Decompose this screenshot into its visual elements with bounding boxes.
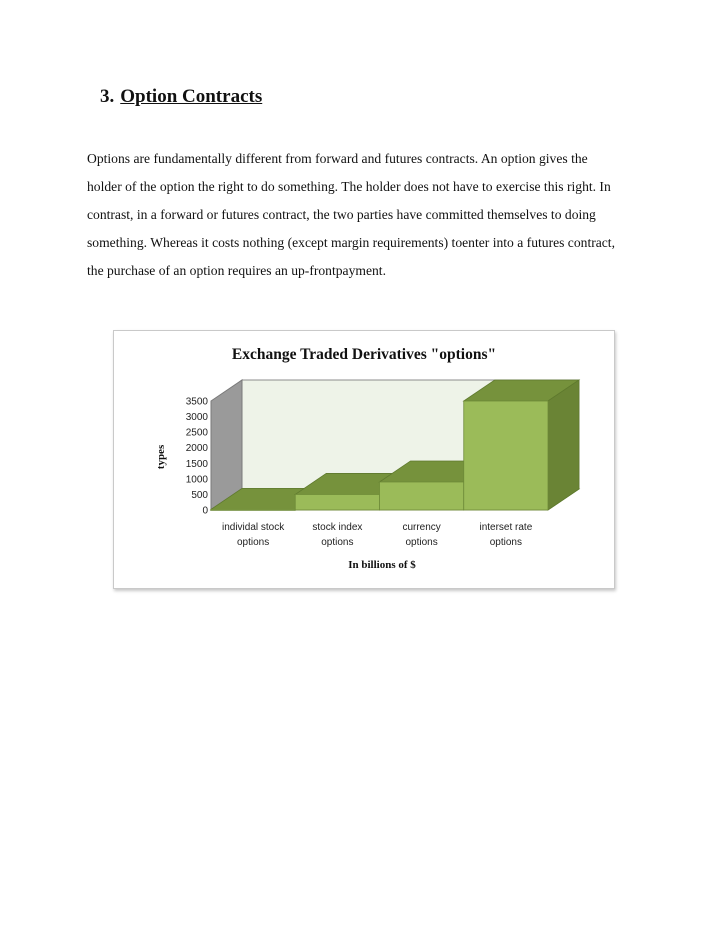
body-paragraph bbox=[87, 148, 647, 288]
y-axis-ticks bbox=[186, 397, 209, 517]
y-axis-label: types bbox=[155, 444, 167, 470]
chart-title: Exchange Traded Derivatives "options" bbox=[231, 346, 497, 363]
y-tick-label: 3500 bbox=[185, 396, 208, 408]
x-category-line: stock index bbox=[312, 522, 363, 533]
side-wall bbox=[211, 380, 242, 510]
x-category-line: options bbox=[489, 537, 522, 548]
x-category-label bbox=[479, 522, 532, 548]
paragraph-line: Options are fundamentally different from forward and futures contracts. An option gives the bbox=[87, 151, 588, 166]
bar-front-face bbox=[380, 482, 464, 510]
y-tick-label: 500 bbox=[191, 489, 208, 501]
y-tick-label: 2500 bbox=[185, 427, 208, 439]
x-category-line: interset rate bbox=[479, 522, 533, 533]
x-category-label bbox=[222, 522, 285, 548]
x-axis-categories bbox=[222, 522, 533, 548]
bar-side-face bbox=[548, 380, 579, 510]
paragraph-line: the purchase of an option requires an up-frontpayment. bbox=[87, 263, 386, 278]
section-title: Option Contracts bbox=[120, 86, 263, 107]
x-axis-label: In billions of $ bbox=[348, 559, 416, 571]
bar-front-face bbox=[295, 494, 379, 510]
paragraph-line: contrast, in a forward or futures contract, the two parties have committed themselves to doing bbox=[87, 207, 596, 222]
section-number: 3. bbox=[100, 86, 115, 107]
bar bbox=[464, 380, 579, 510]
bar-chart bbox=[114, 331, 614, 588]
x-category-line: options bbox=[237, 537, 270, 548]
y-tick-label: 1500 bbox=[185, 458, 208, 470]
bar-front-face bbox=[464, 401, 548, 510]
paragraph-line: something. Whereas it costs nothing (except margin requirements) toenter into a futures contract, bbox=[87, 235, 615, 250]
x-category-line: currency bbox=[402, 522, 441, 533]
chart-frame bbox=[113, 330, 615, 589]
paragraph-line: holder of the option the right to do something. The holder does not have to exercise this right. In bbox=[87, 179, 611, 194]
y-tick-label: 3000 bbox=[185, 412, 208, 424]
x-category-line: options bbox=[321, 537, 354, 548]
y-tick-label: 0 bbox=[202, 505, 208, 517]
x-category-label bbox=[312, 522, 362, 548]
x-category-line: individal stock bbox=[221, 522, 285, 533]
bar-front-face bbox=[211, 509, 295, 510]
y-tick-label: 2000 bbox=[185, 443, 208, 455]
y-tick-label: 1000 bbox=[185, 474, 208, 486]
x-category-line: options bbox=[405, 537, 438, 548]
x-category-label bbox=[402, 522, 440, 548]
section-heading bbox=[100, 86, 262, 108]
